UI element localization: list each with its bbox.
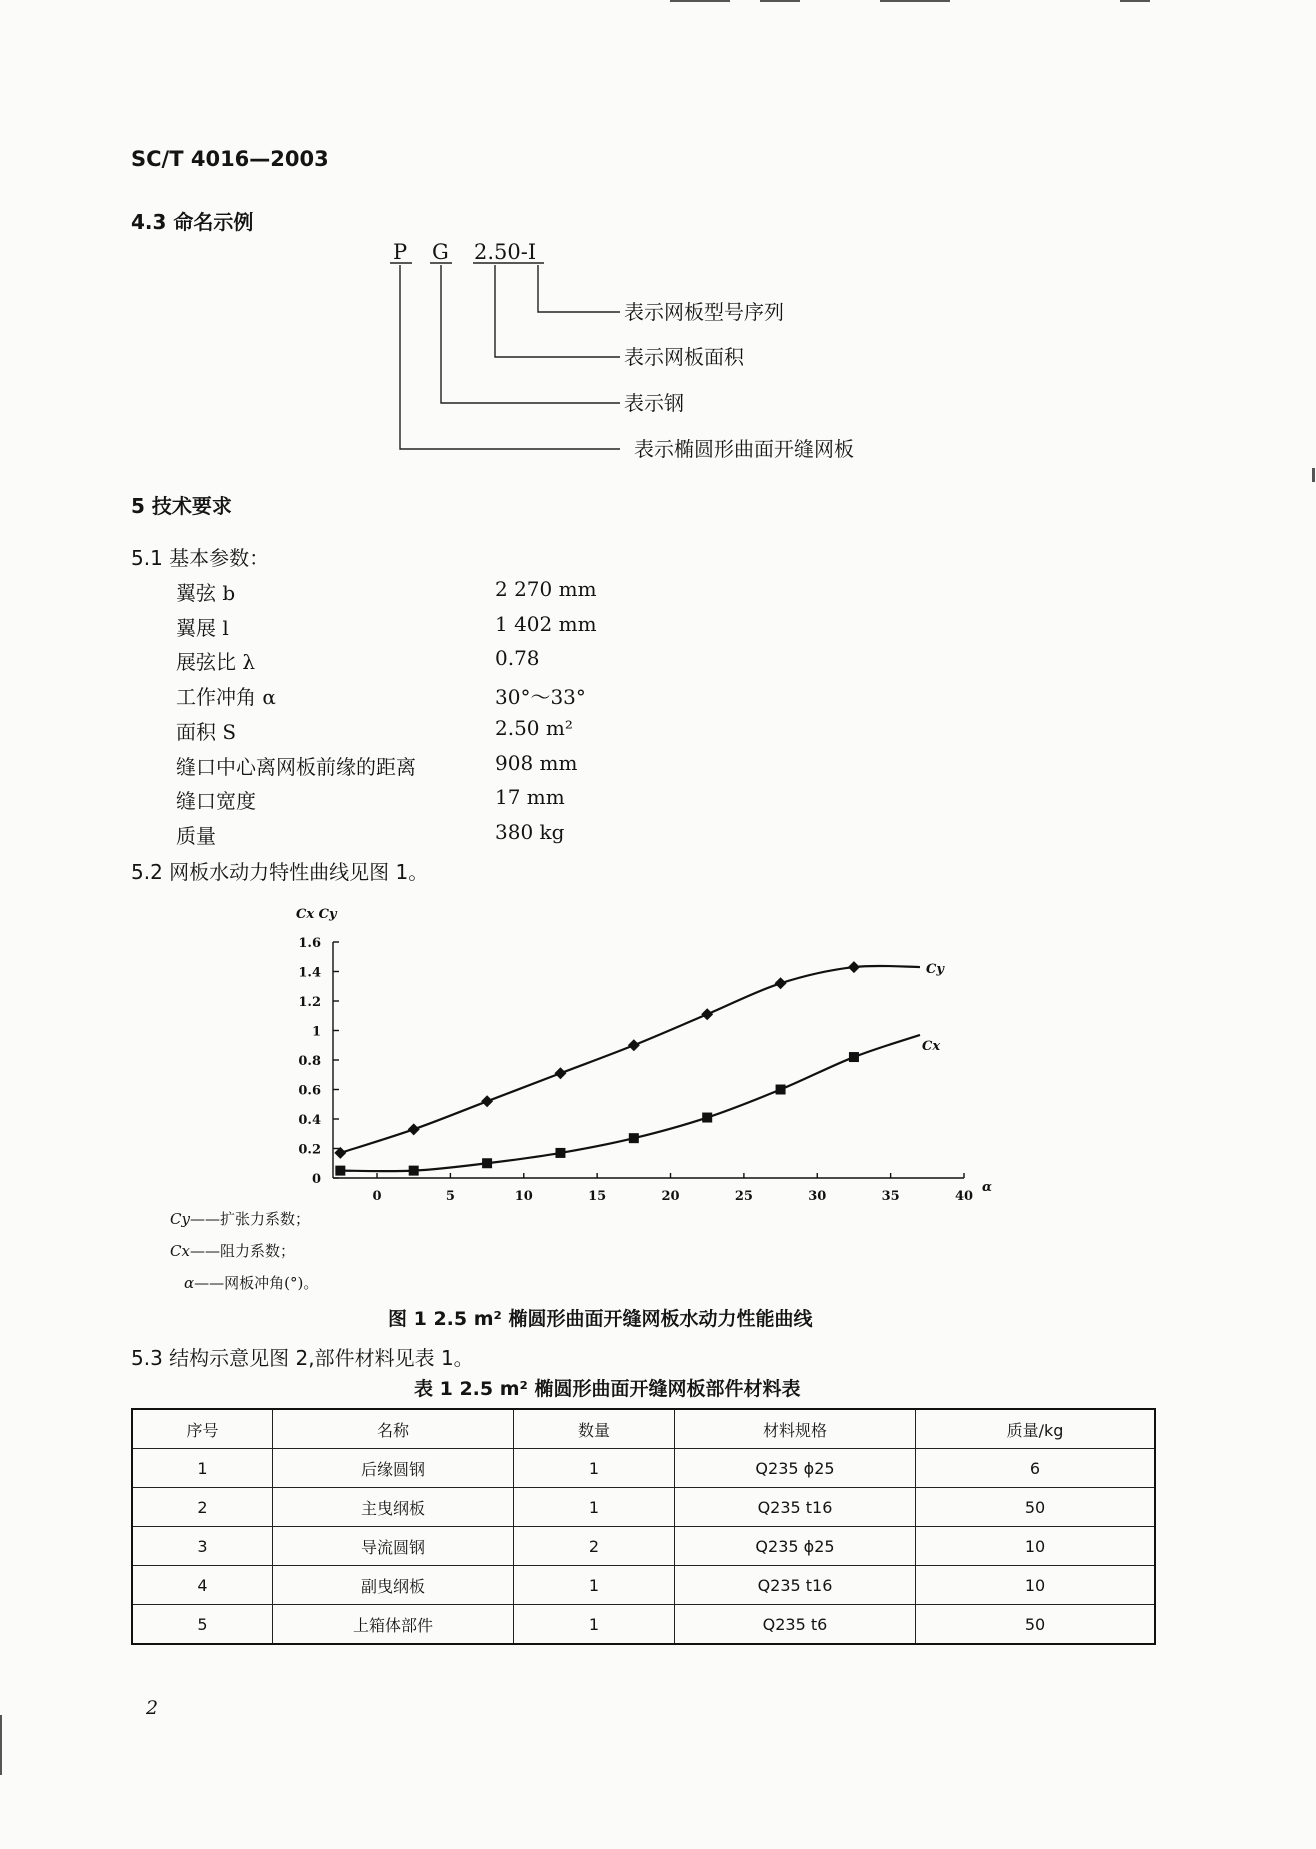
table-row: [132, 1449, 1155, 1488]
meaning-steel: 表示钢: [624, 391, 684, 415]
series-label-cy: Cy: [926, 962, 944, 977]
x-tick-label: 15: [588, 1189, 607, 1204]
code-series: 2.50-I: [474, 240, 537, 264]
x-axis-label: α: [982, 1180, 993, 1195]
data-point-cy: [481, 1095, 493, 1107]
table-cell: 1: [514, 1449, 675, 1488]
table-cell: Q235 t6: [675, 1605, 916, 1645]
section-5-heading: 5 技术要求: [131, 494, 232, 518]
y-tick-label: 0.8: [298, 1054, 321, 1069]
table-row: [132, 1605, 1155, 1645]
y-tick-label: 1.4: [298, 965, 321, 981]
data-point-cy: [848, 961, 860, 973]
table-cell: 50: [916, 1605, 1156, 1645]
param-label: 翼弦 b: [176, 581, 236, 605]
hydrodynamic-chart: [0, 890, 1316, 1230]
x-tick-label: 35: [881, 1189, 900, 1204]
param-label: 工作冲角 α: [176, 685, 276, 709]
header-cell: 质量/kg: [916, 1409, 1156, 1449]
param-label: 缝口中心离网板前缘的距离: [176, 755, 416, 779]
leader-line: [538, 265, 620, 312]
table-cell: 上箱体部件: [273, 1605, 514, 1645]
table-cell: 4: [132, 1566, 273, 1605]
param-value: 908 mm: [495, 751, 578, 775]
table-cell: 2: [514, 1527, 675, 1566]
data-point-cy: [628, 1039, 640, 1051]
header-cell: 材料规格: [675, 1409, 916, 1449]
table-caption: 表 1 2.5 m² 椭圆形曲面开缝网板部件材料表: [414, 1378, 801, 1400]
basic-params-title: 5.1 基本参数：: [131, 546, 270, 570]
x-tick-label: 5: [445, 1189, 455, 1204]
data-point-cy: [701, 1008, 713, 1020]
x-tick-label: 10: [514, 1189, 533, 1204]
table-cell: 50: [916, 1488, 1156, 1527]
header-cell: 数量: [514, 1409, 675, 1449]
leader-line: [495, 265, 620, 357]
table-cell: 1: [514, 1605, 675, 1645]
param-value: 17 mm: [495, 785, 565, 809]
x-tick-label: 30: [808, 1189, 827, 1204]
param-label: 翼展 l: [176, 616, 229, 640]
table-row: [132, 1527, 1155, 1566]
y-tick-label: 0: [311, 1172, 321, 1187]
table-cell: Q235 t16: [675, 1488, 916, 1527]
y-tick-label: 1: [311, 1024, 321, 1040]
table-cell: 1: [132, 1449, 273, 1488]
data-point-cx: [849, 1052, 859, 1062]
table-cell: 1: [514, 1488, 675, 1527]
legend-text: ——阻力系数；: [189, 1242, 295, 1260]
table-cell: 10: [916, 1566, 1156, 1605]
data-point-cy: [554, 1067, 566, 1079]
data-point-cy: [408, 1123, 420, 1135]
series-label-cx: Cx: [922, 1039, 941, 1054]
standard-code: SC/T 4016—2003: [131, 147, 329, 171]
legend-item: [170, 1240, 295, 1261]
data-point-cx: [776, 1085, 786, 1095]
legend-symbol: Cy: [170, 1210, 190, 1228]
table-header-row: [132, 1409, 1155, 1449]
param-value: 30°～33°: [495, 685, 586, 709]
data-point-cx: [702, 1113, 712, 1123]
leader-line: [441, 265, 620, 403]
data-point-cy: [775, 977, 787, 989]
code-letter-p: P: [393, 240, 408, 264]
y-tick-label: 1.2: [298, 995, 321, 1010]
param-value: 380 kg: [495, 820, 565, 844]
meaning-series: 表示网板型号序列: [624, 300, 784, 324]
table-cell: 10: [916, 1527, 1156, 1566]
header-cell: 名称: [273, 1409, 514, 1449]
table-cell: Q235 ϕ25: [675, 1449, 916, 1488]
legend-item: [170, 1208, 310, 1229]
materials-table: [131, 1408, 1156, 1645]
table-cell: 副曳纲板: [273, 1566, 514, 1605]
figure-caption: 图 1 2.5 m² 椭圆形曲面开缝网板水动力性能曲线: [388, 1308, 813, 1330]
param-label: 面积 S: [176, 720, 237, 744]
param-value: 2 270 mm: [495, 577, 597, 601]
data-point-cx: [629, 1133, 639, 1143]
y-tick-label: 0.6: [298, 1083, 321, 1099]
x-tick-label: 20: [661, 1189, 680, 1204]
table-cell: 2: [132, 1488, 273, 1527]
scan-artifact: [0, 1715, 2, 1775]
table-cell: 6: [916, 1449, 1156, 1488]
series-line-cy: [340, 966, 920, 1153]
legend-symbol: α: [184, 1274, 195, 1292]
header-cell: 序号: [132, 1409, 273, 1449]
meaning-area: 表示网板面积: [624, 345, 744, 369]
scan-artifact: [1120, 0, 1150, 2]
table-cell: 1: [514, 1566, 675, 1605]
table-row: [132, 1566, 1155, 1605]
series-line-cx: [340, 1035, 920, 1171]
data-point-cx: [335, 1166, 345, 1176]
param-label: 展弦比 λ: [176, 650, 256, 674]
scan-artifact: [880, 0, 950, 2]
scan-artifact: [760, 0, 800, 2]
data-point-cx: [555, 1148, 565, 1158]
param-value: 0.78: [495, 646, 540, 670]
page-number: 2: [146, 1697, 159, 1719]
curve-reference: 5.2 网板水动力特性曲线见图 1。: [131, 860, 429, 884]
table-cell: 3: [132, 1527, 273, 1566]
table-cell: 5: [132, 1605, 273, 1645]
table-cell: 导流圆钢: [273, 1527, 514, 1566]
scan-artifact: [670, 0, 730, 2]
param-value: 2.50 m²: [495, 716, 573, 740]
table-cell: 后缘圆钢: [273, 1449, 514, 1488]
y-tick-label: 1.6: [298, 936, 321, 951]
legend-text: ——网板冲角(°)。: [194, 1274, 319, 1292]
param-value: 1 402 mm: [495, 612, 597, 636]
data-point-cx: [482, 1158, 492, 1168]
table-cell: Q235 t16: [675, 1566, 916, 1605]
x-tick-label: 0: [372, 1189, 382, 1204]
legend-text: ——扩张力系数；: [189, 1210, 310, 1228]
legend-item: [184, 1272, 318, 1293]
naming-heading: 4.3 命名示例: [131, 210, 254, 234]
structure-reference: 5.3 结构示意见图 2,部件材料见表 1。: [131, 1346, 474, 1370]
meaning-type: 表示椭圆形曲面开缝网板: [634, 437, 854, 461]
x-tick-label: 25: [734, 1189, 753, 1204]
y-axis-label: Cx Cy: [296, 907, 337, 922]
y-tick-label: 0.2: [298, 1142, 321, 1158]
data-point-cx: [409, 1166, 419, 1176]
param-label: 缝口宽度: [176, 789, 256, 813]
code-letter-g: G: [432, 240, 449, 264]
legend-symbol: Cx: [170, 1242, 190, 1260]
table-row: [132, 1488, 1155, 1527]
x-tick-label: 40: [954, 1189, 974, 1204]
table-cell: 主曳纲板: [273, 1488, 514, 1527]
param-label: 质量: [176, 824, 216, 848]
table-cell: Q235 ϕ25: [675, 1527, 916, 1566]
y-tick-label: 0.4: [298, 1113, 321, 1128]
